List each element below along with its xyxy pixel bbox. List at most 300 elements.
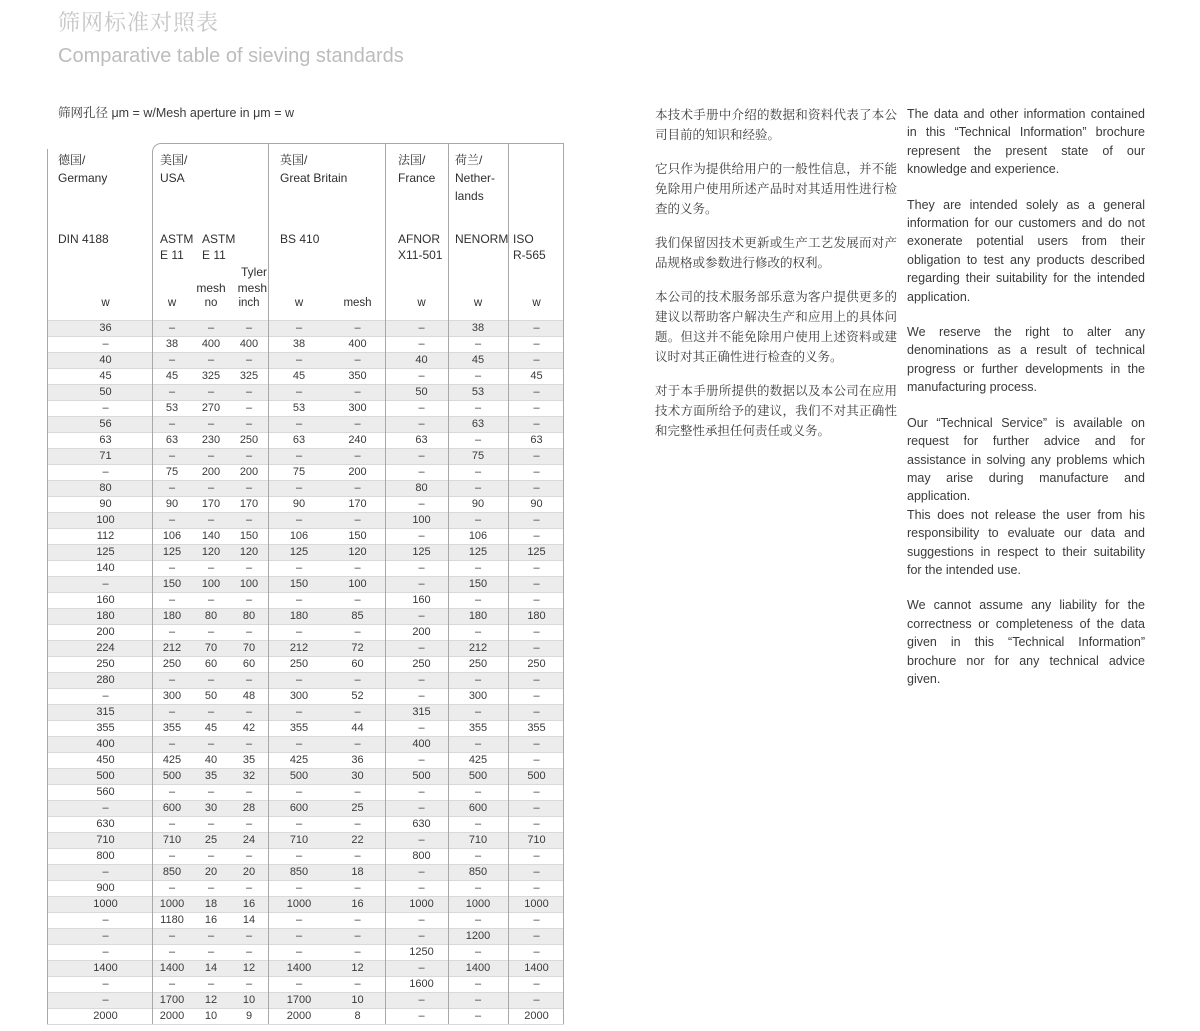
table-cell: 35 (242, 754, 256, 766)
table-cell: 315 (412, 706, 431, 718)
table-cell: 32 (242, 770, 256, 782)
table-cell: – (102, 946, 109, 958)
table-cell: – (295, 594, 303, 606)
table-cell: 63 (471, 418, 485, 430)
table-cell: – (354, 914, 361, 926)
table-cell: 75 (471, 450, 485, 462)
paragraph: They are intended solely as a general information for our customers and do not exonerate potential users from their obligation to test any products described regarding their suitability for the intended application. (907, 197, 1145, 304)
table-cell: – (245, 818, 253, 830)
table-cell: 200 (201, 466, 221, 478)
table-cell: – (418, 418, 425, 430)
table-cell: 200 (348, 466, 367, 478)
paragraph: 它只作为提供给用户的一般性信息，并不能免除用户使用所述产品时对其适用性进行检查的义务。 (655, 162, 897, 216)
table-cell: – (418, 834, 425, 846)
table-cell: 125 (289, 546, 309, 558)
table-row (47, 816, 564, 832)
table-cell: 45 (165, 370, 179, 382)
table-cell: 850 (289, 866, 309, 878)
table-cell: – (168, 418, 176, 430)
table-cell: – (533, 706, 540, 718)
table-cell: – (295, 946, 303, 958)
table-row (47, 720, 564, 736)
table-cell: – (295, 482, 303, 494)
table-row (47, 560, 564, 576)
table-cell: – (354, 322, 361, 334)
table-cell: – (168, 322, 176, 334)
table-cell: – (207, 482, 215, 494)
standard-label: AFNOR (398, 232, 440, 246)
table-cell: – (102, 866, 109, 878)
table-cell: – (207, 418, 215, 430)
table-cell: 70 (204, 642, 218, 654)
table-cell: 1400 (286, 962, 312, 974)
table-cell: 2000 (159, 1010, 185, 1022)
table-cell: – (168, 706, 176, 718)
table-cell: 125 (162, 546, 182, 558)
table-cell: 120 (201, 546, 221, 558)
table-row (47, 912, 564, 928)
table-cell: – (533, 578, 540, 590)
table-cell: 400 (348, 338, 367, 350)
mesh-label: mesh (196, 281, 226, 295)
paragraph: 对于本手册所提供的数据以及本公司在应用技术方面所给予的建议，我们不对其正确性和完整性承担任何责任或义务。 (655, 384, 897, 438)
table-cell: 40 (99, 354, 112, 366)
table-row (47, 848, 564, 864)
table-cell: – (245, 850, 253, 862)
sieve-table-body (47, 320, 564, 1025)
paragraph: The data and other information contained in this “Technical Information” brochure represent the present state of our knowledge and experience. (907, 107, 1145, 177)
table-row (47, 880, 564, 896)
table-cell: – (245, 946, 253, 958)
table-cell: 120 (239, 546, 259, 558)
table-cell: 160 (96, 594, 115, 606)
unit-label: w (294, 297, 304, 309)
table-cell: – (354, 818, 361, 830)
table-cell: – (533, 402, 540, 414)
table-cell: – (354, 562, 361, 574)
table-cell: 400 (239, 338, 259, 350)
table-cell: – (533, 322, 540, 334)
table-cell: 10 (204, 1010, 218, 1022)
table-cell: 22 (351, 834, 364, 846)
table-cell: – (245, 562, 253, 574)
table-cell: 240 (348, 434, 367, 446)
table-cell: 600 (468, 802, 488, 814)
table-cell: 1200 (465, 930, 491, 942)
table-cell: 630 (96, 818, 115, 830)
table-cell: 63 (530, 434, 543, 446)
table-cell: – (418, 578, 425, 590)
table-cell: 1400 (465, 962, 491, 974)
table-cell: 40 (204, 754, 218, 766)
unit-label: w (101, 297, 110, 309)
paragraph: We cannot assume any liability for the correctness or completeness of the data given in this “Technical Information” brochure nor for any technical advice given. (907, 598, 1145, 686)
table-row (47, 432, 564, 448)
table-cell: 20 (204, 866, 218, 878)
table-cell: 315 (96, 706, 115, 718)
table-row (47, 928, 564, 944)
table-cell: 53 (165, 402, 179, 414)
table-cell: – (533, 514, 540, 526)
table-cell: 100 (96, 514, 115, 526)
table-cell: 230 (201, 434, 221, 446)
table-row (47, 1008, 564, 1024)
table-cell: – (354, 386, 361, 398)
table-cell: – (207, 626, 215, 638)
table-cell: 50 (99, 386, 112, 398)
table-cell: – (354, 978, 361, 990)
unit-label: w (532, 297, 541, 309)
table-cell: – (354, 706, 361, 718)
table-cell: – (295, 386, 303, 398)
table-cell: – (207, 738, 215, 750)
table-cell: – (418, 370, 425, 382)
table-cell: – (418, 722, 425, 734)
table-cell: 50 (204, 690, 218, 702)
table-cell: – (168, 850, 176, 862)
mesh-label: mesh (237, 281, 267, 295)
table-cell: – (418, 962, 425, 974)
col-header-france (385, 151, 448, 205)
standard-label: DIN 4188 (58, 232, 109, 246)
table-cell: 90 (99, 498, 112, 510)
table-cell: 80 (99, 482, 112, 494)
page-title-chinese: 筛网标准对照表 (58, 10, 220, 35)
table-cell: – (474, 562, 482, 574)
table-cell: – (474, 706, 482, 718)
table-cell: – (533, 674, 540, 686)
disclaimer-chinese (655, 105, 897, 455)
table-cell: 180 (468, 610, 488, 622)
table-cell: – (474, 626, 482, 638)
table-cell: – (102, 930, 109, 942)
table-cell: 270 (201, 402, 221, 414)
table-cell: 1000 (159, 898, 185, 910)
table-cell: – (207, 882, 215, 894)
table-cell: – (354, 514, 361, 526)
table-cell: 1700 (159, 994, 185, 1006)
table-cell: – (102, 802, 109, 814)
table-cell: 355 (527, 722, 546, 734)
table-cell: – (168, 786, 176, 798)
table-cell: – (168, 562, 176, 574)
table-cell: – (207, 818, 215, 830)
table-cell: 80 (204, 610, 218, 622)
paragraph: Our “Technical Service” is available on request for further advice and for assistance in solving any problems which may arise during manufacture and application. (907, 415, 1145, 504)
table-cell: – (102, 466, 109, 478)
unit-label: inch (238, 297, 260, 309)
table-cell: – (168, 626, 176, 638)
table-row (47, 992, 564, 1008)
table-cell: – (533, 466, 540, 478)
table-cell: 125 (412, 546, 431, 558)
table-cell: 14 (242, 914, 256, 926)
unit-label: w (167, 297, 177, 309)
table-cell: – (168, 930, 176, 942)
spacer (230, 151, 268, 205)
table-cell: – (245, 354, 253, 366)
table-cell: 63 (99, 434, 112, 446)
table-header-units (47, 296, 564, 311)
table-cell: 1000 (524, 898, 549, 910)
table-cell: – (474, 914, 482, 926)
sieving-standards-table (47, 143, 564, 1025)
country-label-en: USA (160, 171, 185, 185)
table-cell: 75 (165, 466, 179, 478)
table-cell: 250 (162, 658, 182, 670)
table-cell: 30 (351, 770, 364, 782)
table-row (47, 336, 564, 352)
table-cell: – (418, 882, 425, 894)
table-cell: – (207, 930, 215, 942)
table-cell: – (102, 690, 109, 702)
table-cell: 12 (242, 962, 256, 974)
table-cell: 200 (239, 466, 259, 478)
table-cell: – (245, 594, 253, 606)
table-cell: – (207, 850, 215, 862)
table-cell: – (533, 738, 540, 750)
table-cell: 1700 (286, 994, 312, 1006)
table-header-mesh (47, 280, 564, 296)
table-cell: – (207, 978, 215, 990)
table-cell: – (245, 978, 253, 990)
table-row (47, 784, 564, 800)
table-cell: 24 (242, 834, 256, 846)
table-cell: – (418, 690, 425, 702)
table-cell: – (474, 978, 482, 990)
table-cell: 12 (351, 962, 364, 974)
table-cell: – (474, 466, 482, 478)
table-row (47, 704, 564, 720)
table-cell: 125 (527, 546, 546, 558)
table-cell: 224 (96, 642, 115, 654)
table-row (47, 528, 564, 544)
table-cell: – (533, 946, 540, 958)
table-cell: – (533, 930, 540, 942)
table-cell: – (295, 514, 303, 526)
country-label-cn: 英国/ (280, 153, 308, 167)
table-cell: 1000 (409, 898, 434, 910)
table-cell: 180 (289, 610, 309, 622)
table-cell: 300 (289, 690, 309, 702)
table-cell: 25 (351, 802, 364, 814)
table-caption: 筛网孔径 μm = w/Mesh aperture in μm = w (58, 106, 294, 120)
table-cell: – (533, 818, 540, 830)
table-cell: – (354, 418, 361, 430)
table-cell: 45 (204, 722, 218, 734)
table-cell: – (418, 402, 425, 414)
table-cell: 63 (165, 434, 179, 446)
table-cell: 48 (242, 690, 256, 702)
table-cell: – (102, 402, 109, 414)
table-cell: – (295, 738, 303, 750)
table-cell: 106 (468, 530, 488, 542)
table-cell: – (474, 594, 482, 606)
unit-label: w (473, 297, 483, 309)
table-cell: – (245, 386, 253, 398)
spacer (330, 151, 385, 205)
paragraph: 我们保留因技术更新或生产工艺发展而对产品规格或参数进行修改的权利。 (655, 236, 897, 270)
table-cell: 90 (530, 498, 543, 510)
table-cell: – (207, 322, 215, 334)
table-cell: 56 (99, 418, 112, 430)
table-cell: 60 (204, 658, 218, 670)
country-label-en: Great Britain (280, 171, 348, 185)
standard-bs-410 (268, 231, 330, 263)
table-cell: – (168, 594, 176, 606)
table-cell: 1400 (524, 962, 549, 974)
table-cell: – (168, 946, 176, 958)
table-cell: 20 (242, 866, 256, 878)
table-cell: 710 (468, 834, 488, 846)
table-cell: 120 (348, 546, 367, 558)
table-cell: – (168, 978, 176, 990)
table-cell: – (295, 786, 303, 798)
paragraph: 本公司的技术服务部乐意为客户提供更多的建议以帮助客户解决生产和应用上的具体问题。但这并不能免除用户使用上述资料或建议时对其正确性进行检查的义务。 (655, 290, 897, 364)
table-cell: 160 (412, 594, 431, 606)
table-cell: 63 (415, 434, 428, 446)
table-cell: 180 (527, 610, 546, 622)
standard-din-4188 (47, 231, 152, 263)
standard-label: E 11 (202, 248, 226, 262)
table-row (47, 672, 564, 688)
table-cell: – (354, 482, 361, 494)
table-cell: – (354, 882, 361, 894)
table-cell: – (418, 866, 425, 878)
table-cell: 140 (96, 562, 115, 574)
table-cell: 60 (242, 658, 256, 670)
table-cell: – (295, 914, 303, 926)
table-cell: 72 (351, 642, 364, 654)
table-cell: 1180 (160, 914, 184, 926)
table-cell: 150 (468, 578, 488, 590)
table-cell: 53 (292, 402, 306, 414)
table-cell: 12 (204, 994, 218, 1006)
table-cell: 500 (289, 770, 309, 782)
table-cell: – (418, 338, 425, 350)
table-cell: 212 (289, 642, 309, 654)
table-cell: – (102, 914, 109, 926)
table-cell: – (418, 802, 425, 814)
disclaimer-english (907, 105, 1145, 705)
table-cell: 500 (162, 770, 182, 782)
table-cell: – (474, 338, 482, 350)
table-cell: 45 (292, 370, 306, 382)
table-cell: 180 (162, 610, 182, 622)
table-cell: 42 (242, 722, 256, 734)
table-cell: – (295, 882, 303, 894)
table-row (47, 624, 564, 640)
table-cell: – (245, 514, 253, 526)
table-header-standards (47, 231, 564, 263)
table-cell: – (245, 450, 253, 462)
table-row (47, 656, 564, 672)
table-cell: – (207, 450, 215, 462)
table-row (47, 480, 564, 496)
table-row (47, 512, 564, 528)
table-cell: 850 (468, 866, 488, 878)
country-label-en: Nether- (455, 171, 496, 185)
table-cell: 100 (348, 578, 367, 590)
table-cell: – (102, 994, 109, 1006)
table-cell: – (245, 626, 253, 638)
table-cell: 100 (239, 578, 259, 590)
table-row (47, 640, 564, 656)
table-cell: – (418, 994, 425, 1006)
table-cell: 53 (471, 386, 485, 398)
standard-nenorm (448, 231, 508, 263)
table-cell: 850 (162, 866, 182, 878)
table-cell: – (474, 674, 482, 686)
table-cell: 106 (289, 530, 309, 542)
table-cell: 280 (96, 674, 115, 686)
table-row (47, 368, 564, 384)
table-cell: 112 (96, 530, 115, 542)
table-row (47, 896, 564, 912)
table-cell: – (295, 706, 303, 718)
table-cell: – (245, 402, 253, 414)
table-row (47, 576, 564, 592)
table-cell: 80 (415, 482, 428, 494)
table-cell: 1000 (286, 898, 312, 910)
table-cell: – (418, 914, 425, 926)
table-cell: – (418, 754, 425, 766)
unit-label: no (204, 297, 218, 309)
table-cell: – (207, 514, 215, 526)
table-cell: 80 (242, 610, 256, 622)
table-cell: 250 (96, 658, 115, 670)
table-cell: 16 (351, 898, 364, 910)
table-row (47, 800, 564, 816)
table-cell: 300 (162, 690, 182, 702)
table-cell: – (207, 706, 215, 718)
table-cell: 425 (289, 754, 309, 766)
table-cell: – (474, 850, 482, 862)
table-cell: 710 (527, 834, 546, 846)
table-cell: 325 (201, 370, 221, 382)
table-cell: – (168, 386, 176, 398)
table-cell: – (168, 738, 176, 750)
table-cell: – (474, 1010, 482, 1022)
unit-label: mesh (343, 297, 372, 309)
table-cell: 90 (292, 498, 306, 510)
table-cell: 16 (204, 914, 218, 926)
col-header-netherlands (448, 151, 508, 205)
table-cell: – (418, 642, 425, 654)
table-cell: 50 (415, 386, 428, 398)
table-cell: – (418, 786, 425, 798)
table-cell: 9 (245, 1010, 253, 1022)
table-cell: 1000 (465, 898, 491, 910)
country-label-cn: 德国/ (58, 153, 86, 167)
paragraph: 本技术手册中介绍的数据和资料代表了本公司目前的知识和经验。 (655, 108, 897, 142)
table-cell: – (533, 482, 540, 494)
table-cell: 38 (292, 338, 306, 350)
table-cell: – (295, 978, 303, 990)
table-row (47, 448, 564, 464)
country-label-cn: 美国/ (160, 153, 188, 167)
table-cell: 212 (162, 642, 182, 654)
table-cell: – (245, 482, 253, 494)
table-row (47, 352, 564, 368)
table-cell: 500 (96, 770, 115, 782)
standard-label: NENORM (455, 232, 509, 246)
table-cell: 71 (99, 450, 112, 462)
table-cell: – (474, 994, 482, 1006)
table-cell: 18 (351, 866, 364, 878)
country-label-en: Germany (58, 171, 108, 185)
table-cell: 200 (412, 626, 431, 638)
